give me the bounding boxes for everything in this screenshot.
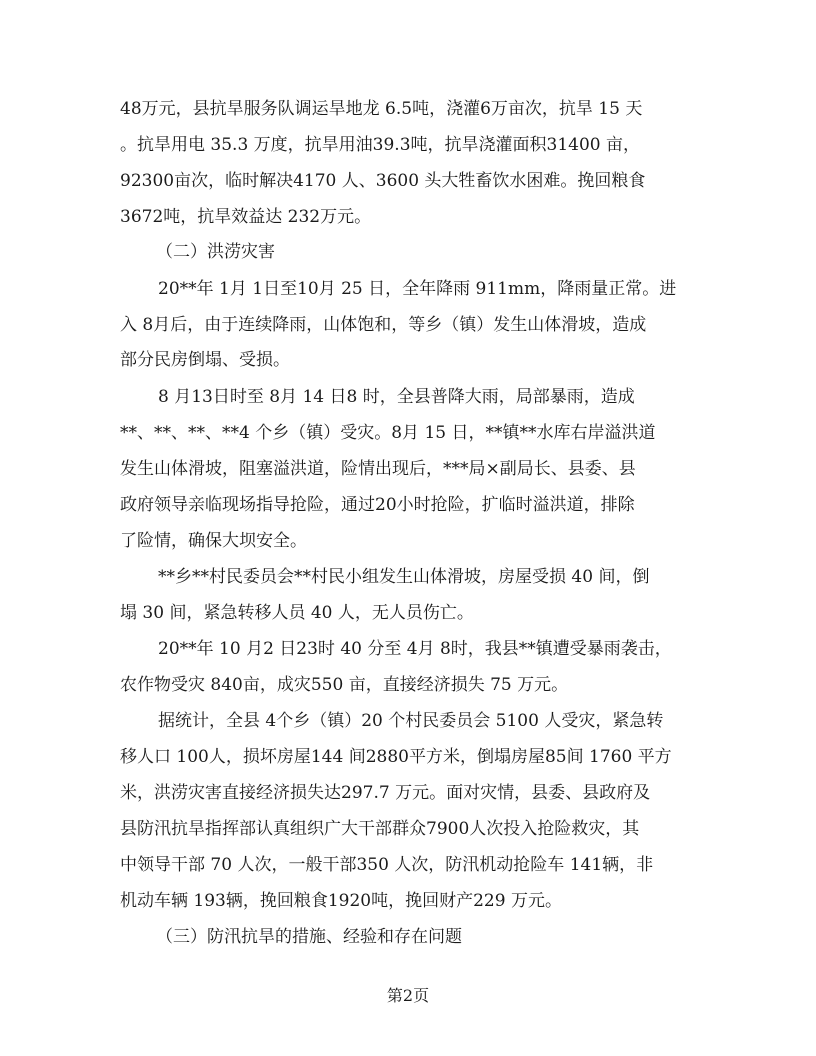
paragraph-line: 县防汛抗旱指挥部认真组织广大干部群众7900人次投入抢险救灾，其 <box>120 819 640 839</box>
paragraph-line: 移人口 100人，损坏房屋144 间2880平方米，倒塌房屋85间 1760 平方 <box>120 747 672 767</box>
paragraph-line: 米，洪涝灾害直接经济损失达297.7 万元。面对灾情，县委、县政府及 <box>120 783 651 803</box>
paragraph-line: 发生山体滑坡，阻塞溢洪道，险情出现后，***局×副局长、县委、县 <box>120 459 636 479</box>
paragraph-line: 92300亩次，临时解决4170 人、3600 头大牲畜饮水困难。挽回粮食 <box>120 171 646 191</box>
paragraph-line: 塌 30 间，紧急转移人员 40 人，无人员伤亡。 <box>120 603 474 623</box>
paragraph-line: **乡**村民委员会**村民小组发生山体滑坡，房屋受损 40 间，倒 <box>158 567 650 587</box>
paragraph-line: 了险情，确保大坝安全。 <box>120 531 307 551</box>
paragraph-line: 。抗旱用电 35.3 万度，抗旱用油39.3吨，抗旱浇灌面积31400 亩， <box>120 135 640 155</box>
paragraph-line: 入 8月后，由于连续降雨，山体饱和，等乡（镇）发生山体滑坡，造成 <box>120 315 647 335</box>
paragraph-line: 部分民房倒塌、受损。 <box>120 350 290 370</box>
paragraph-line: 48万元，县抗旱服务队调运旱地龙 6.5吨，浇灌6万亩次，抗旱 15 天 <box>120 99 643 119</box>
paragraph-line: **、**、**、**4 个乡（镇）受灾。8月 15 日，**镇**水库右岸溢洪道 <box>120 423 656 443</box>
section-heading: （三）防汛抗旱的措施、经验和存在问题 <box>156 927 462 947</box>
paragraph-line: 据统计，全县 4个乡（镇）20 个村民委员会 5100 人受灾，紧急转 <box>158 711 664 731</box>
paragraph-line: 20**年 1月 1日至10月 25 日，全年降雨 911mm，降雨量正常。进 <box>158 279 677 299</box>
paragraph-line: 农作物受灾 840亩，成灾550 亩，直接经济损失 75 万元。 <box>120 675 569 695</box>
paragraph-line: 3672吨，抗旱效益达 232万元。 <box>120 207 372 227</box>
paragraph-line: 8 月13日时至 8月 14 日8 时，全县普降大雨，局部暴雨，造成 <box>158 387 635 407</box>
paragraph-line: 中领导干部 70 人次，一般干部350 人次，防汛机动抢险车 141辆，非 <box>120 855 654 875</box>
section-heading: （二）洪涝灾害 <box>156 242 275 262</box>
paragraph-line: 20**年 10 月2 日23时 40 分至 4月 8时，我县**镇遭受暴雨袭击， <box>158 639 672 659</box>
page-number: 第2页 <box>386 986 430 1005</box>
paragraph-line: 机动车辆 193辆，挽回粮食1920吨，挽回财产229 万元。 <box>120 891 562 911</box>
paragraph-line: 政府领导亲临现场指导抢险，通过20小时抢险，扩临时溢洪道，排除 <box>120 495 635 515</box>
